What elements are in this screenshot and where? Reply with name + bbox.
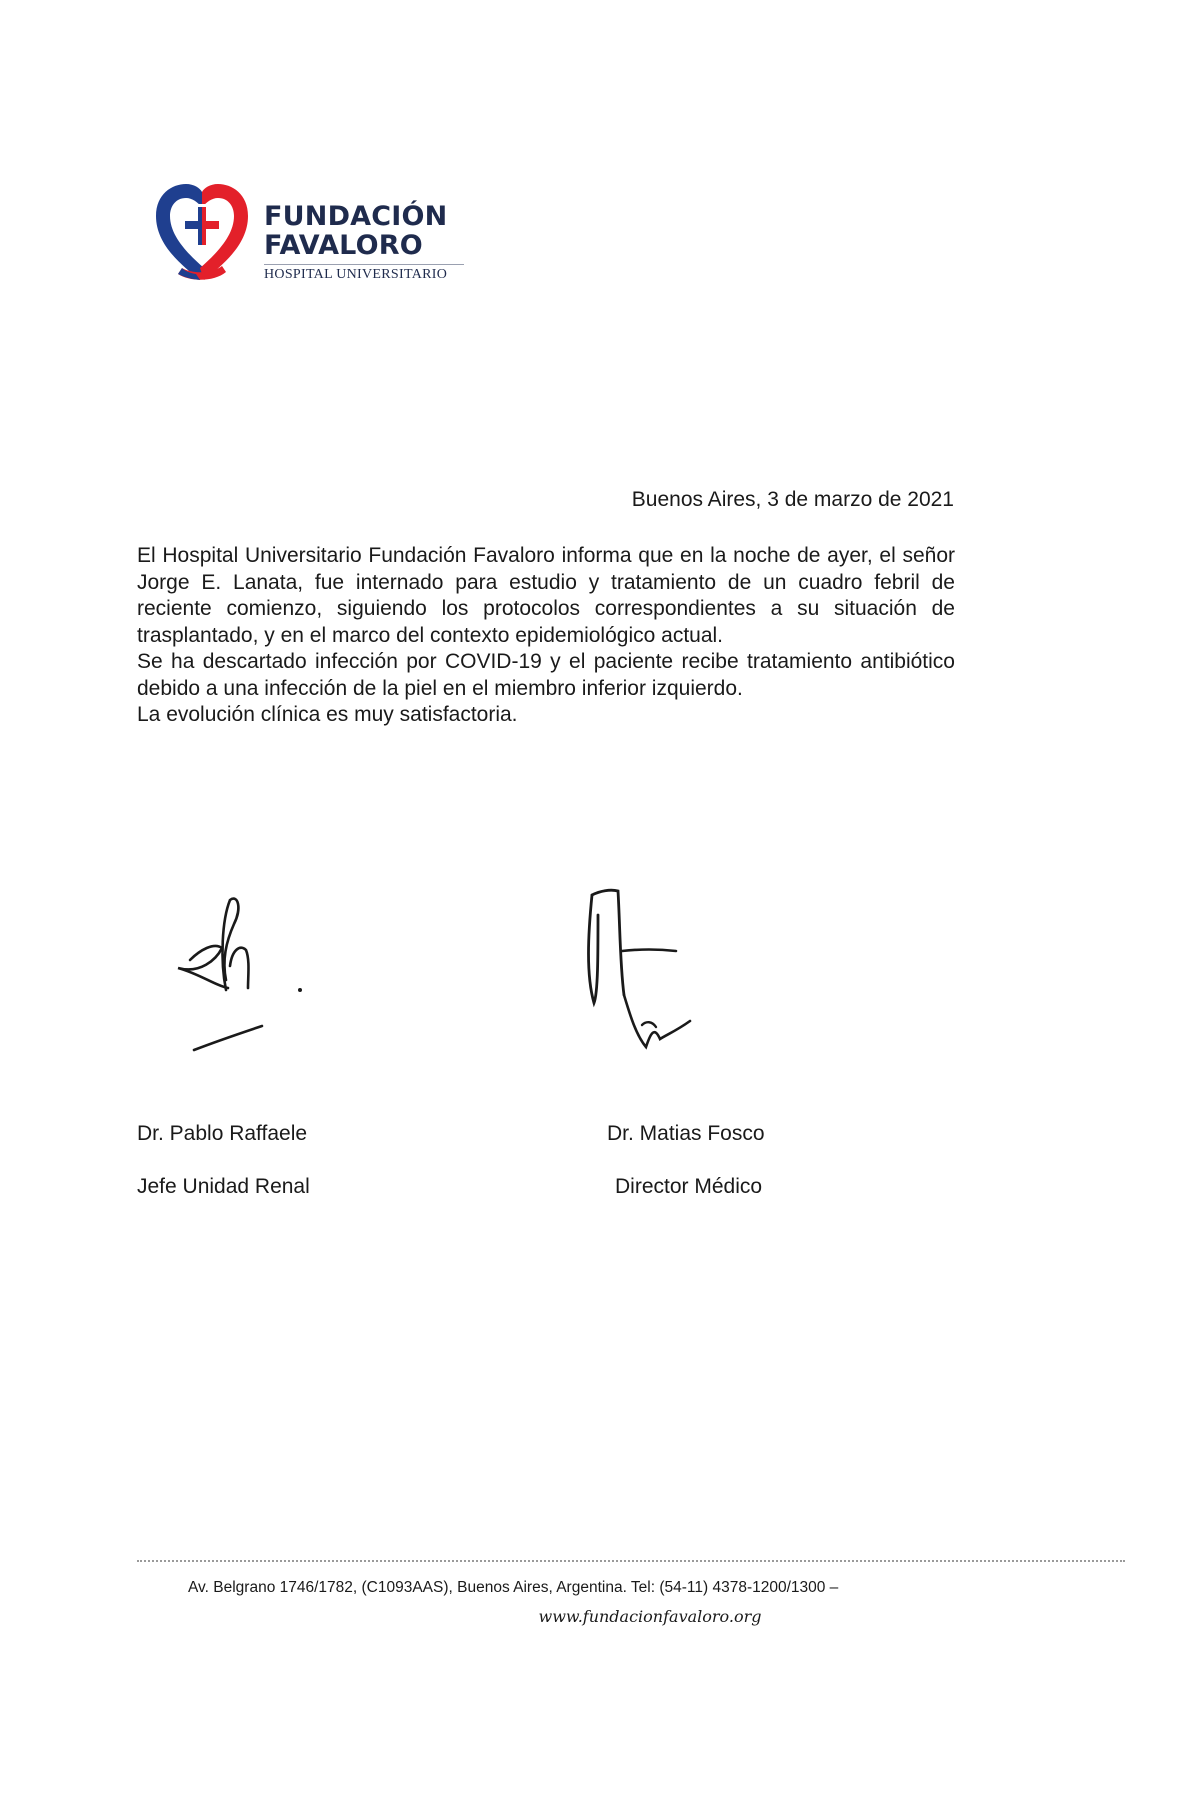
signature-right (580, 875, 710, 1055)
logo-wordmark (264, 202, 494, 283)
letter-body (137, 543, 955, 729)
signer-title: Director Médico (615, 1175, 763, 1198)
hospital-logo (152, 180, 482, 290)
footer-website: www.fundacionfavaloro.org (538, 1607, 762, 1626)
logo-line-fundacion: FUNDACIÓN (264, 201, 448, 232)
signer-name: Dr. Matias Fosco (607, 1122, 765, 1145)
logo-subtitle: HOSPITAL UNIVERSITARIO (264, 264, 464, 283)
signer-title: Jefe Unidad Renal (137, 1175, 310, 1198)
body-paragraph: Se ha descartado infección por COVID-19 y el paciente recibe tratamiento antibiótico debido a una infección de la piel en el miembro inferior izquierdo. (137, 650, 955, 700)
footer-address: Av. Belgrano 1746/1782, (C1093AAS), Buenos Aires, Argentina. Tel: (54-11) 4378-1200/1300 – (188, 1579, 839, 1596)
logo-line-favaloro: FAVALORO (264, 230, 423, 261)
footer-divider (137, 1560, 1125, 1562)
body-paragraph: El Hospital Universitario Fundación Favaloro informa que en la noche de ayer, el señor Jorge E. Lanata, fue internado para estudio y tratamiento de un cuadro febril de reciente comienzo, siguiendo los protocolos correspondientes a su situación de trasplantado, y en el marco del contexto epidemiológico actual. (137, 544, 955, 647)
signature-left (160, 890, 320, 1060)
heart-cross-logo-icon (152, 180, 252, 284)
signer-name: Dr. Pablo Raffaele (137, 1122, 308, 1145)
letter-date: Buenos Aires, 3 de marzo de 2021 (631, 488, 954, 511)
body-paragraph: La evolución clínica es muy satisfactoria. (137, 703, 518, 726)
